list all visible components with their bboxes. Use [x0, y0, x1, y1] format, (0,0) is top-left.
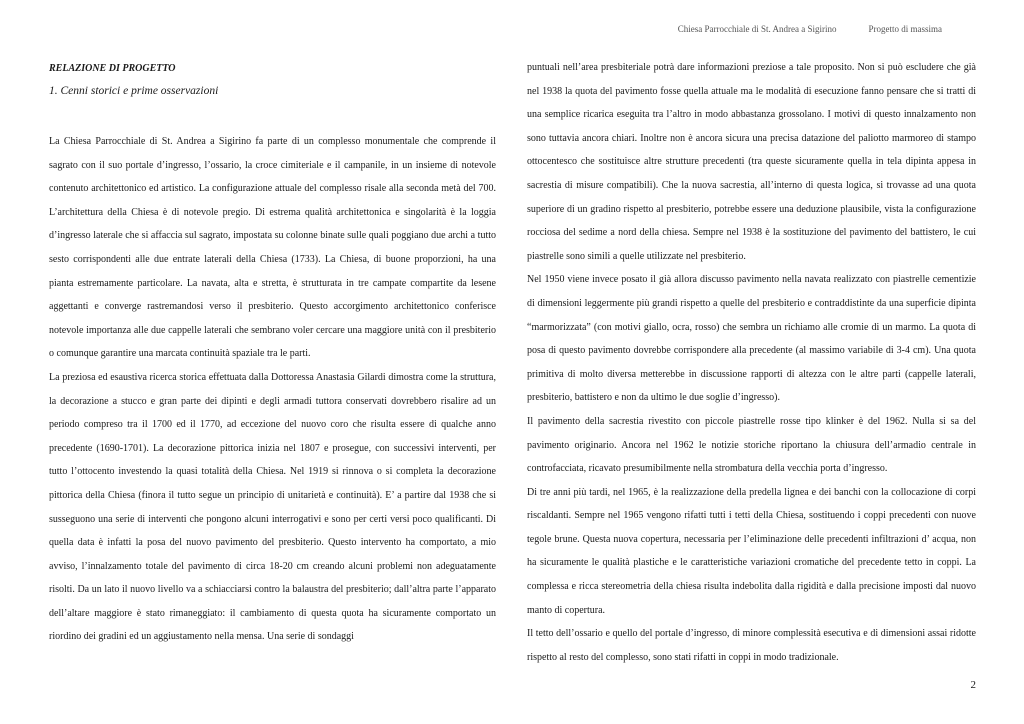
paragraph: Il pavimento della sacrestia rivestito con piccole piastrelle rosse tipo klinker è del 1962. Nulla si sa del pavimento originario. Ancora nel 1962 le notizie storiche riportano la chiusura dell’armadio centrale in controfacciata, ricavato presumibilmente nella strombatura della vecchia porta d’ingresso. [527, 415, 976, 475]
header-project-label: Progetto di massima [868, 24, 942, 34]
report-title: RELAZIONE DI PROGETTO [49, 63, 176, 74]
left-column [49, 58, 496, 649]
right-column [527, 56, 976, 669]
paragraph: puntuali nell’area presbiteriale potrà dare informazioni preziose a tale proposito. Non si può escludere che già nel 1938 la quota del pavimento fosse quella attuale ma le modalità di esecuzione fanno pensare che si tratti di una semplice ricarica eseguita tra l’altro in modo abbastanza grossolano. I motivi di questo innalzamento non sono tuttavia ancora chiari. Inoltre non è ancora sicura una precisa datazione del paliotto marmoreo di stampo ottocentesco che sostituisce altre strutture precedenti (tra queste sicuramente quella in tela dipinta appesa in sacrestia di misure compatibili). Che la nuova sacrestia, all’interno di questa logica, si trovasse ad una quota superiore di un gradino rispetto al presbiterio, potrebbe essere una deduzione plausibile, vista la configurazione rocciosa del sedime a nord della chiesa. Sempre nel 1938 è la sostituzione del pavimento del battistero, le cui piastrelle sono simili a quelle utilizzate nel presbiterio. [527, 62, 976, 262]
spacer [49, 102, 496, 130]
paragraph: Il tetto dell’ossario e quello del portale d’ingresso, di minore complessità esecutiva e di dimensioni assai ridotte rispetto al resto del complesso, sono stati rifatti in coppi in modo tradizionale. [527, 628, 976, 663]
paragraph: La preziosa ed esaustiva ricerca storica effettuata dalla Dottoressa Anastasia Gilardi dimostra come la struttura, la decorazione a stucco e gran parte dei dipinti e degli armadi tuttora conservati dovrebbero risalire ad un periodo compreso tra il 1700 ed il 1770, ad eccezione del nuovo coro che risulta essere di qualche anno precedente (1690-1701). La decorazione pittorica inizia nel 1807 e prosegue, con successivi interventi, per tutto l’ottocento investendo la quasi totalità della Chiesa. Nel 1919 si rinnova o si completa la decorazione pittorica della Chiesa (finora il tutto segue un principio di unitarietà e continuità). E’ a partire dal 1938 che si susseguono una serie di interventi che pongono alcuni interrogativi e sono per certi versi poco qualificanti. Di quella data è infatti la posa del nuovo pavimento del presbiterio. Questo intervento ha comportato, a mio avviso, l’innalzamento totale del pavimento di circa 18-20 cm creando alcuni problemi non adeguatamente risolti. Da un lato il nuovo livello va a schiacciarsi contro la balaustra del presbiterio; dall’altra parte l’apparato dell’altare maggiore è stato rimaneggiato: il cambiamento di questa quota ha sicuramente comportato un riordino dei gradini ed un aggiustamento nella mensa. Una serie di sondaggi [49, 371, 496, 643]
header-document-title: Chiesa Parrocchiale di St. Andrea a Sigirino [677, 24, 837, 34]
paragraph: Di tre anni più tardi, nel 1965, è la realizzazione della predella lignea e dei banchi con la collocazione di corpi riscaldanti. Sempre nel 1965 vengono rifatti tutti i tetti della Chiesa, sostituendo i coppi precedenti con nuove tegole brune. Questa nuova copertura, necessaria per l’eliminazione delle precedenti infiltrazioni d’ acqua, non ha sicuramente le qualità plastiche e le caratteristiche variazioni cromatiche del precedente tetto in coppi. La complessa e ricca stereometria della chiesa risulta indebolita dalla rigidità e dalla precisione imposti dal nuovo manto di copertura. [527, 486, 976, 616]
running-header [678, 24, 942, 34]
paragraph: La Chiesa Parrocchiale di St. Andrea a Sigirino fa parte di un complesso monumentale che comprende il sagrato con il suo portale d’ingresso, l’ossario, la croce cimiteriale e il campanile, in un insieme di notevole contenuto architettonico ed artistico. La configurazione attuale del complesso risale alla seconda metà del 700. L’architettura della Chiesa è di notevole pregio. Di estrema qualità architettonica e singolarità è la loggia d’ingresso laterale che si affaccia sul sagrato, impostata su colonne binate sulle quali poggiano due archi a tutto sesto corrispondenti alle due entrate laterali della Chiesa (1733). La Chiesa, di buone proporzioni, ha una pianta estremamente particolare. La navata, alta e stretta, è strutturata in tre campate compartite da lesene aggettanti e converge rastremandosi verso il presbiterio. Questo accorgimento architettonico conferisce notevole importanza alle due cappelle laterali che sembrano voler cercare una maggiore unità con il presbiterio o comunque garantire una marcata continuità spaziale tra le parti. [49, 136, 496, 360]
section-heading: 1. Cenni storici e prime osservazioni [49, 85, 219, 97]
page-number: 2 [970, 679, 976, 691]
paragraph: Nel 1950 viene invece posato il già allora discusso pavimento nella navata realizzato con piastrelle cementizie di dimensioni leggermente più grandi rispetto a quelle del presbiterio e contraddistinte da una superficie dipinta “marmorizzata” (con motivi giallo, ocra, rosso) che sembra un richiamo alle cromie di un marmo. La quota di posa di questo pavimento dovrebbe corrispondere alla precedente (al massimo variabile di 3-4 cm). Una quota primitiva di molto diversa metterebbe in discussione rapporti di altezza con le altre parti (cappelle laterali, presbiterio, battistero e non da ultimo le due soglie d’ingresso). [527, 274, 976, 404]
